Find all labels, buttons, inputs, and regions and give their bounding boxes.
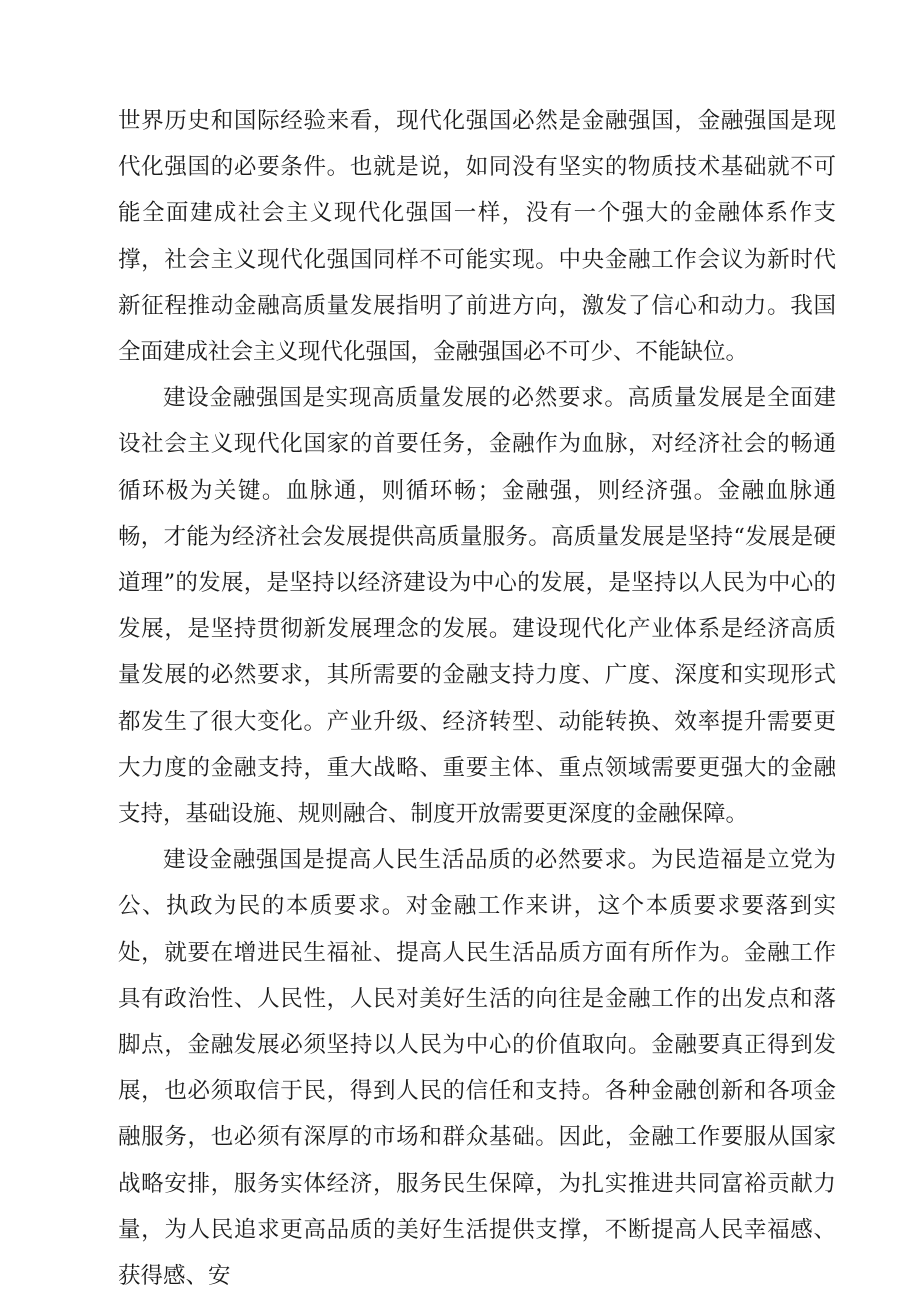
article-body [118,98,836,1299]
paragraph-2: 建设金融强国是实现高质量发展的必然要求。高质量发展是全面建设社会主义现代化国家的首要任务，金融作为血脉，对经济社会的畅通循环极为关键。血脉通，则循环畅；金融强，则经济强。金融血脉通畅，才能为经济社会发展提供高质量服务。高质量发展是坚持“发展是硬道理”的发展，是坚持以经济建设为中心的发展，是坚持以人民为中心的发展，是坚持贯彻新发展理念的发展。建设现代化产业体系是经济高质量发展的必然要求，其所需要的金融支持力度、广度、深度和实现形式都发生了很大变化。产业升级、经济转型、动能转换、效率提升需要更大力度的金融支持，重大战略、重要主体、重点领域需要更强大的金融支持，基础设施、规则融合、制度开放需要更深度的金融保障。 [118,385,836,828]
paragraph-3: 建设金融强国是提高人民生活品质的必然要求。为民造福是立党为公、执政为民的本质要求。对金融工作来讲，这个本质要求要落到实处，就要在增进民生福祉、提高人民生活品质方面有所作为。金融工作具有政治性、人民性，人民对美好生活的向往是金融工作的出发点和落脚点，金融发展必须坚持以人民为中心的价值取向。金融要真正得到发展，也必须取信于民，得到人民的信任和支持。各种金融创新和各项金融服务，也必须有深厚的市场和群众基础。因此，金融工作要服从国家战略安排，服务实体经济，服务民生保障，为扎实推进共同富裕贡献力量，为人民追求更高品质的美好生活提供支撑，不断提高人民幸福感、获得感、安 [118,847,836,1290]
paragraph-1: 世界历史和国际经验来看，现代化强国必然是金融强国，金融强国是现代化强国的必要条件。也就是说，如同没有坚实的物质技术基础就不可能全面建成社会主义现代化强国一样，没有一个强大的金融体系作支撑，社会主义现代化强国同样不可能实现。中央金融工作会议为新时代新征程推动金融高质量发展指明了前进方向，激发了信心和动力。我国全面建成社会主义现代化强国，金融强国必不可少、不能缺位。 [118,108,836,366]
